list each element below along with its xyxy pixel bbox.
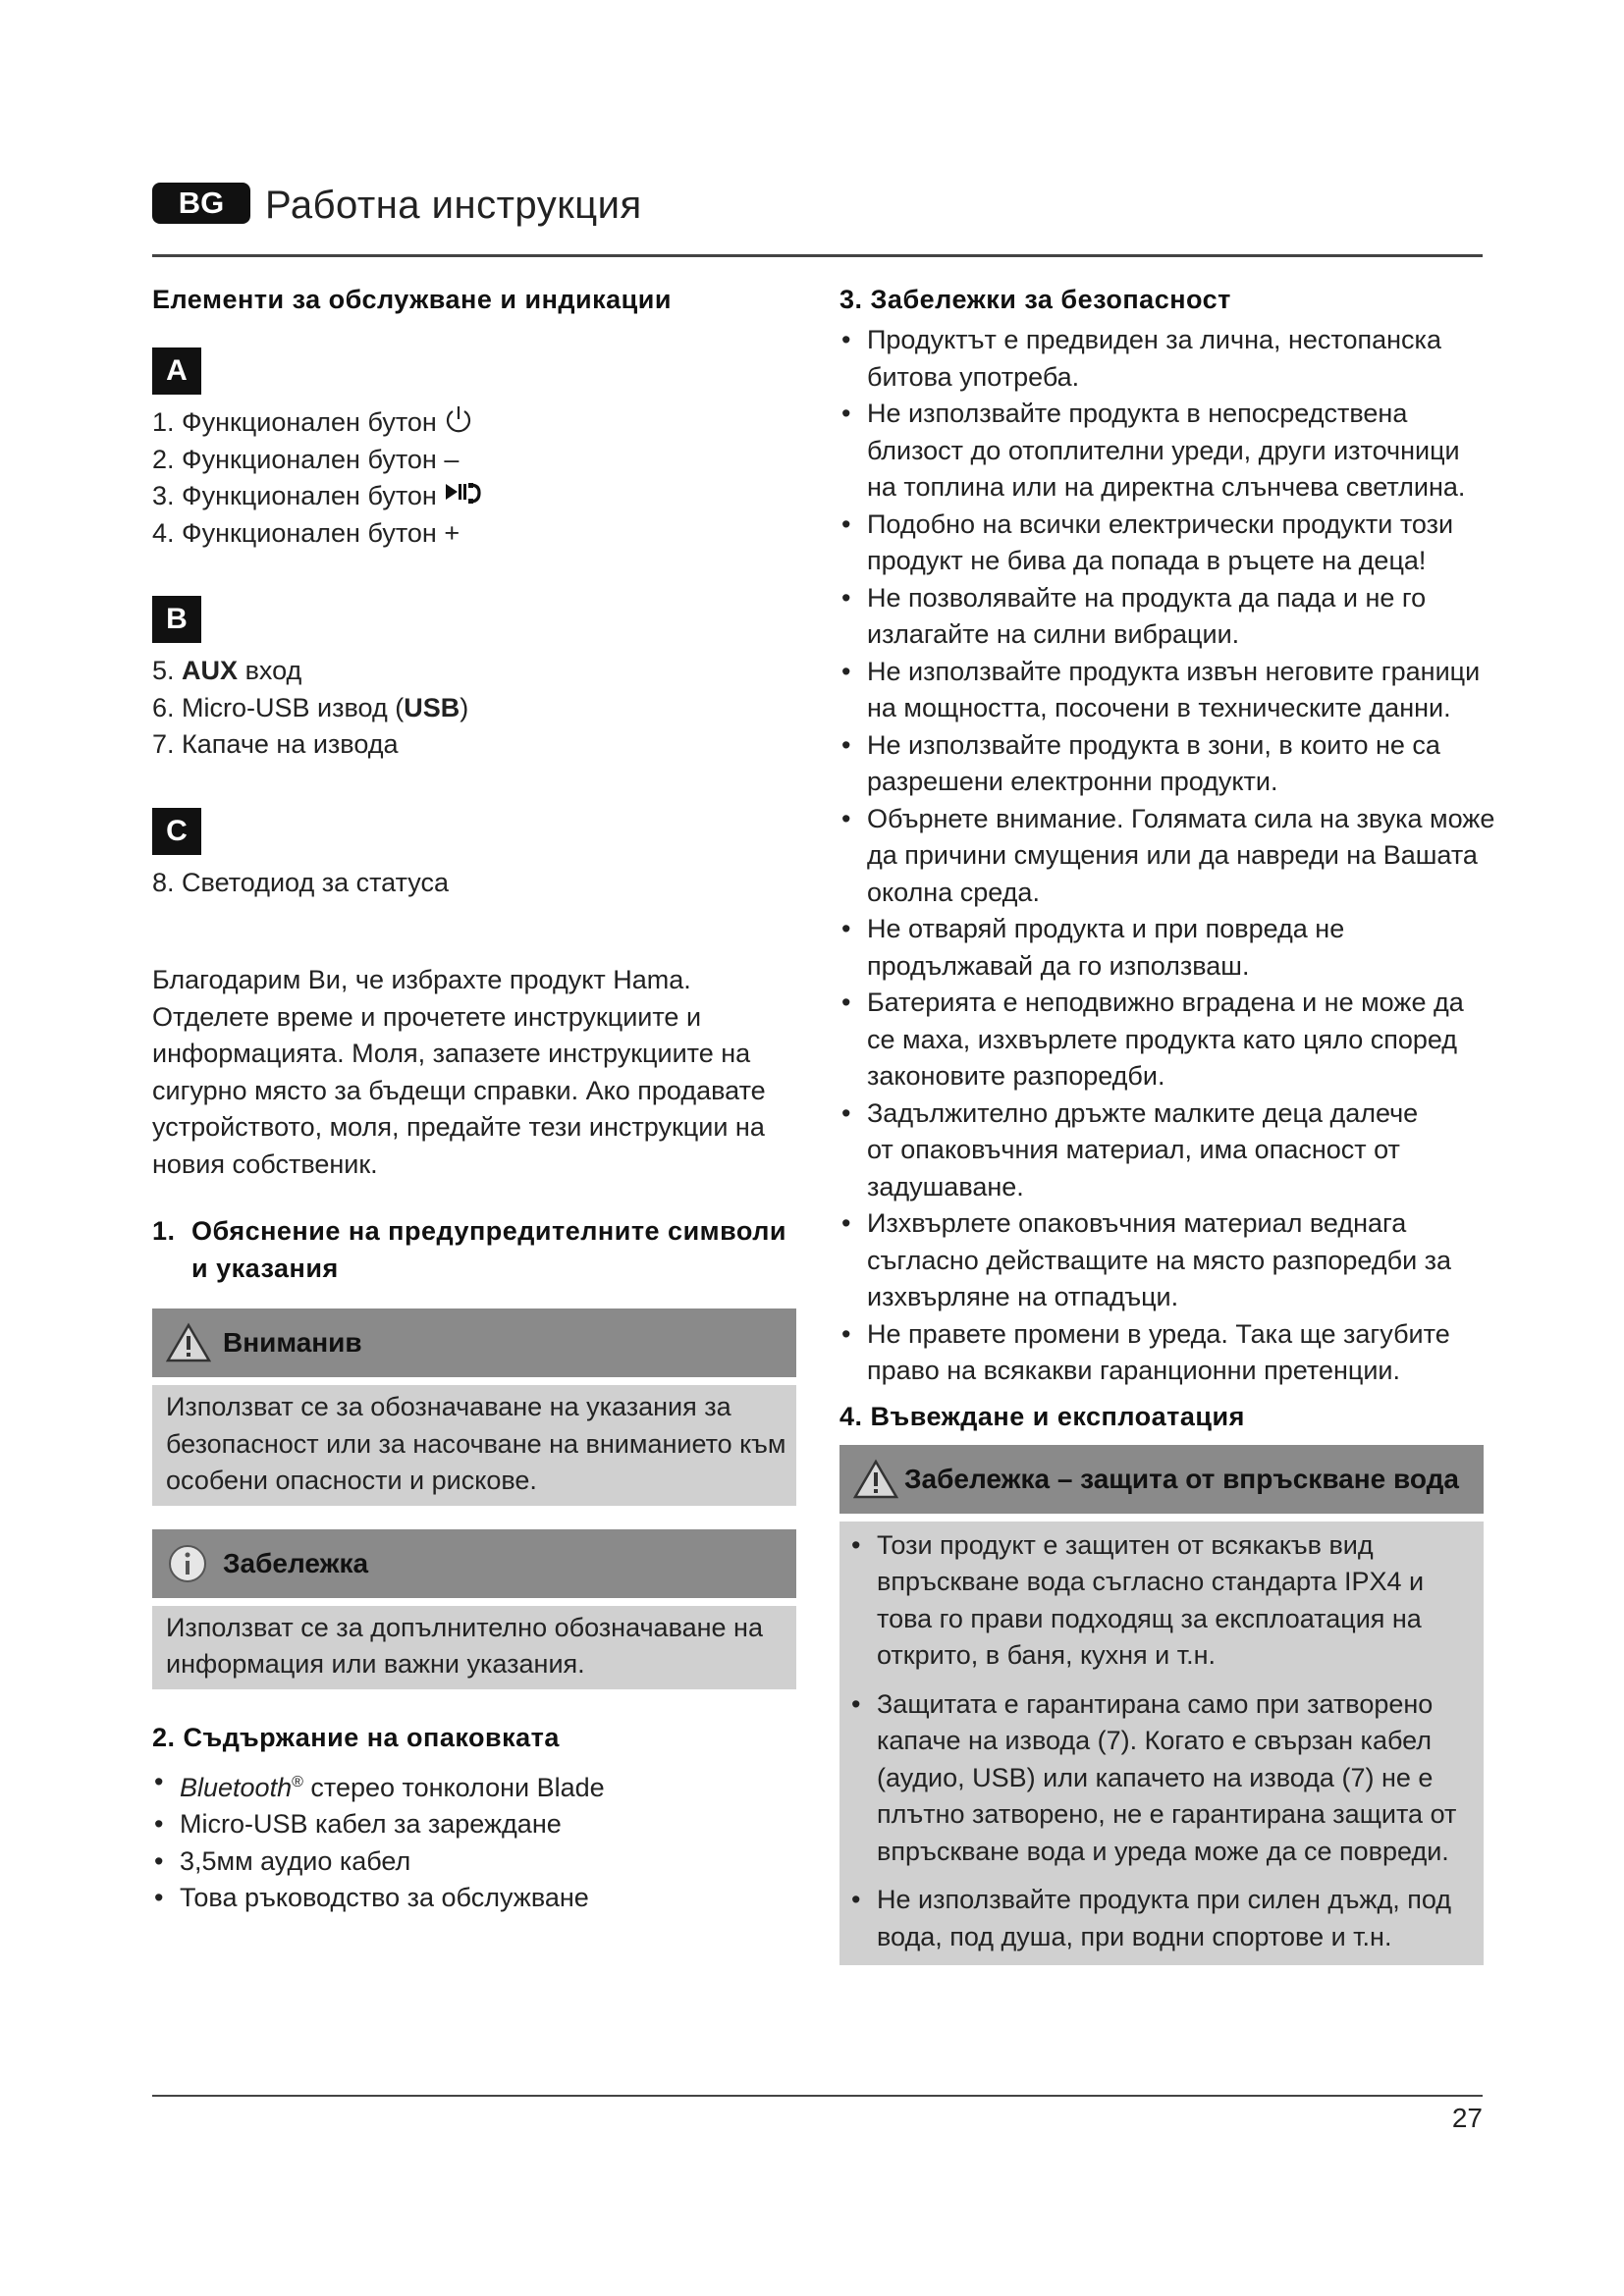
bullet-item: [839, 507, 1546, 580]
splash-box-header: [839, 1445, 1484, 1514]
bullet-line: разрешени електронни продукти.: [867, 767, 1278, 796]
safety-list: [839, 322, 1546, 1390]
bullet-line: близост до отоплителни уреди, други източници: [867, 435, 1460, 465]
bullet-line: открито, в баня, кухня и т.н.: [877, 1640, 1217, 1670]
section-3-heading: 3. Забележки за безопасност: [839, 285, 1231, 314]
item-number: 5.: [152, 656, 175, 685]
bullet-item: [839, 911, 1546, 985]
bullet-line: • Не използвайте продукта при силен дъжд, под: [877, 1885, 1452, 1914]
item-number: 2.: [152, 444, 175, 474]
bullet-line: изхвърляне на отпадъци.: [867, 1282, 1179, 1311]
bullet-line: • Не правете промени в уреда. Така ще загубите: [867, 1318, 1450, 1349]
bullet-line: се маха, изхвърлете продукта като цяло според: [867, 1024, 1458, 1054]
bullet-item: [839, 727, 1546, 801]
bullet-line: околна среда.: [867, 877, 1040, 907]
box-line: Използват се за допълнително обозначаване на: [166, 1612, 763, 1642]
item-text: Функционален бутон: [182, 407, 437, 437]
item-number: 8.: [152, 867, 175, 897]
bullet-line: (аудио, USB) или капачето на извода (7) не е: [877, 1762, 1434, 1792]
bullet-line: вода, под душа, при водни спортове и т.н.: [877, 1921, 1392, 1951]
bullet-item: [839, 580, 1546, 654]
item-text: Функционален бутон +: [182, 517, 460, 548]
bullet-line: съгласно действащите на място разпоредби за: [867, 1245, 1452, 1275]
bullet-line: • Не използвайте продукта в зони, в които не са: [867, 729, 1440, 760]
item-text: вход: [238, 656, 302, 685]
section-number: 1.: [152, 1216, 176, 1246]
section-heading-line: и указания: [191, 1254, 339, 1283]
control-item-1: [152, 404, 830, 442]
bullet-item: [849, 1686, 1474, 1871]
item-text: Micro-USB извод (: [182, 692, 405, 722]
bullet-line: впръскване вода и уреда може да се повреди.: [877, 1836, 1449, 1866]
warning-box: [152, 1308, 796, 1506]
bullet-line: • Не използвайте продукта извън неговите граници: [867, 656, 1481, 686]
warning-box-body: [152, 1385, 796, 1506]
intro-line: Отделете време и прочетете инструкциите и: [152, 1001, 702, 1032]
page-number: 27: [1451, 2103, 1483, 2133]
bullet-item: [839, 1095, 1546, 1206]
power-icon: [444, 404, 473, 434]
bullet-item: [849, 1527, 1474, 1675]
package-item: • 3,5мм аудио кабел: [152, 1843, 830, 1881]
bluetooth-word: Bluetooth: [180, 1772, 293, 1802]
item-text: ): [460, 692, 469, 722]
splash-box-body: [839, 1522, 1484, 1966]
splash-protection-box: [839, 1445, 1484, 1966]
package-item: • Micro-USB кабел за зареждане: [152, 1806, 830, 1843]
registered-mark: ®: [292, 1773, 303, 1790]
language-badge: BG: [152, 183, 250, 224]
control-item-2: [152, 442, 830, 479]
info-circle-icon: [166, 1543, 211, 1584]
section-heading-line: Обяснение на предупредителните символи: [191, 1216, 786, 1246]
splash-box-title: Забележка – защита от впръскване вода: [904, 1463, 1459, 1494]
bullet-line: • Батерията е неподвижно вградена и не може да: [867, 988, 1464, 1017]
bullet-line: законовите разпоредби.: [867, 1061, 1165, 1091]
item-number: 1.: [152, 407, 175, 437]
control-item-7: [152, 726, 830, 764]
intro-line: устройството, моля, предайте тези инструкции на: [152, 1112, 765, 1142]
item-number: 3.: [152, 481, 175, 510]
package-item-text: стерео тонколони Blade: [302, 1772, 605, 1802]
bullet-line: • Този продукт е защитен от всякакъв вид: [877, 1529, 1374, 1560]
page-title: Работна инструкция: [265, 184, 642, 227]
bullet-line: • Не позволявайте на продукта да пада и не го: [867, 582, 1427, 613]
item-number: 7.: [152, 729, 175, 759]
bullet-item: [839, 985, 1546, 1095]
warning-box-header: [152, 1308, 796, 1377]
bullet-line: на топлина или на директна слънчева светлина.: [867, 472, 1466, 502]
bullet-line: • Подобно на всички електрически продукти този: [867, 508, 1454, 539]
play-phone-icon: [444, 480, 481, 507]
bullet-line: плътно затворено, не е гарантирана защита от: [877, 1799, 1457, 1829]
control-item-3: [152, 478, 830, 515]
bullet-line: задушаване.: [867, 1171, 1024, 1201]
bullet-line: • Продуктът е предвиден за лична, нестопанска: [867, 325, 1441, 354]
note-box-header: [152, 1529, 796, 1598]
bullet-line: продукт не бива да попада в ръцете на деца!: [867, 546, 1427, 575]
item-text: Светодиод за статуса: [182, 867, 449, 897]
bullet-line: това го прави подходящ за експлоатация на: [877, 1603, 1422, 1633]
bullet-line: капаче на извода (7). Когато е свързан кабел: [877, 1726, 1432, 1755]
item-text: Капаче на извода: [182, 729, 399, 759]
note-title: Забележка: [223, 1547, 369, 1578]
box-line: безопасност или за насочване на вниманието към: [166, 1428, 786, 1459]
bullet-line: • Изхвърлете опаковъчния материал веднага: [867, 1208, 1407, 1238]
box-line: Използват се за обозначаване на указания за: [166, 1392, 731, 1421]
note-box: [152, 1529, 796, 1689]
right-column: [839, 281, 1546, 1965]
bullet-line: битова употреба.: [867, 361, 1080, 392]
control-item-6: [152, 690, 830, 727]
bullet-line: да причини смущения или да навреди на Вашата: [867, 840, 1478, 870]
bullet-item: [839, 654, 1546, 727]
bullet-line: • Защитата е гарантирана само при затворено: [877, 1688, 1434, 1719]
bullet-item: [839, 801, 1546, 912]
warning-triangle-icon: [166, 1322, 211, 1363]
bullet-line: на мощността, посочени в техническите данни.: [867, 693, 1451, 722]
item-number: 6.: [152, 692, 175, 722]
note-box-body: [152, 1606, 796, 1689]
bullet-line: продължавай да го използваш.: [867, 950, 1250, 981]
bullet-line: • Не използвайте продукта в непосредствена: [867, 399, 1408, 428]
page-header: [152, 180, 1483, 257]
group-b-badge: B: [152, 596, 201, 643]
footer-rule: [152, 2095, 1483, 2097]
left-column: [152, 281, 830, 1917]
section-4-heading: 4. Въвеждане и експлоатация: [839, 1401, 1245, 1431]
box-line: особени опасности и рискове.: [166, 1466, 537, 1495]
bullet-line: впръскване вода съгласно стандарта IPX4 и: [877, 1567, 1425, 1596]
item-text: Функционален бутон –: [182, 444, 460, 474]
item-text: Функционален бутон: [182, 481, 437, 510]
bullet-item: [839, 396, 1546, 507]
warning-title: Вниманив: [223, 1327, 362, 1358]
bullet-item: [839, 322, 1546, 396]
package-item: • Това ръководство за обслужване: [152, 1880, 830, 1917]
warning-triangle-icon: [853, 1459, 898, 1500]
bullet-item: [839, 1205, 1546, 1316]
intro-paragraph: [152, 962, 830, 1183]
item-number: 4.: [152, 517, 175, 548]
group-c-badge: C: [152, 808, 201, 855]
bullet-item: [839, 1316, 1546, 1390]
box-line: информация или важни указания.: [166, 1649, 585, 1679]
intro-line: сигурно място за бъдещи справки. Ако продавате: [152, 1075, 766, 1105]
control-item-4: [152, 515, 830, 553]
intro-line: Благодарим Ви, че избрахте продукт Hama.: [152, 965, 691, 994]
intro-line: новия собственик.: [152, 1148, 378, 1179]
section-2-heading: 2. Съдържание на опаковката: [152, 1722, 560, 1752]
bullet-line: от опаковъчния материал, има опасност от: [867, 1135, 1400, 1164]
item-bold: USB: [404, 692, 460, 722]
bullet-line: • Обърнете внимание. Голямата сила на звука може: [867, 803, 1495, 833]
bullet-line: право на всякакви гаранционни претенции.: [867, 1356, 1401, 1385]
item-bold: AUX: [182, 656, 239, 685]
group-a-badge: A: [152, 347, 201, 395]
bullet-line: • Задължително дръжте малките деца далече: [867, 1097, 1419, 1128]
section-1-heading: [152, 1212, 830, 1287]
bullet-line: излагайте на силни вибрации.: [867, 619, 1240, 649]
control-item-8: [152, 865, 830, 902]
bullet-line: • Не отваряй продукта и при повреда не: [867, 914, 1345, 943]
control-item-5: [152, 653, 830, 690]
bullet-item: [849, 1882, 1474, 1955]
controls-heading: Елементи за обслужване и индикации: [152, 285, 672, 314]
intro-line: информацията. Моля, запазете инструкциите на: [152, 1039, 751, 1068]
package-item: [152, 1764, 830, 1807]
